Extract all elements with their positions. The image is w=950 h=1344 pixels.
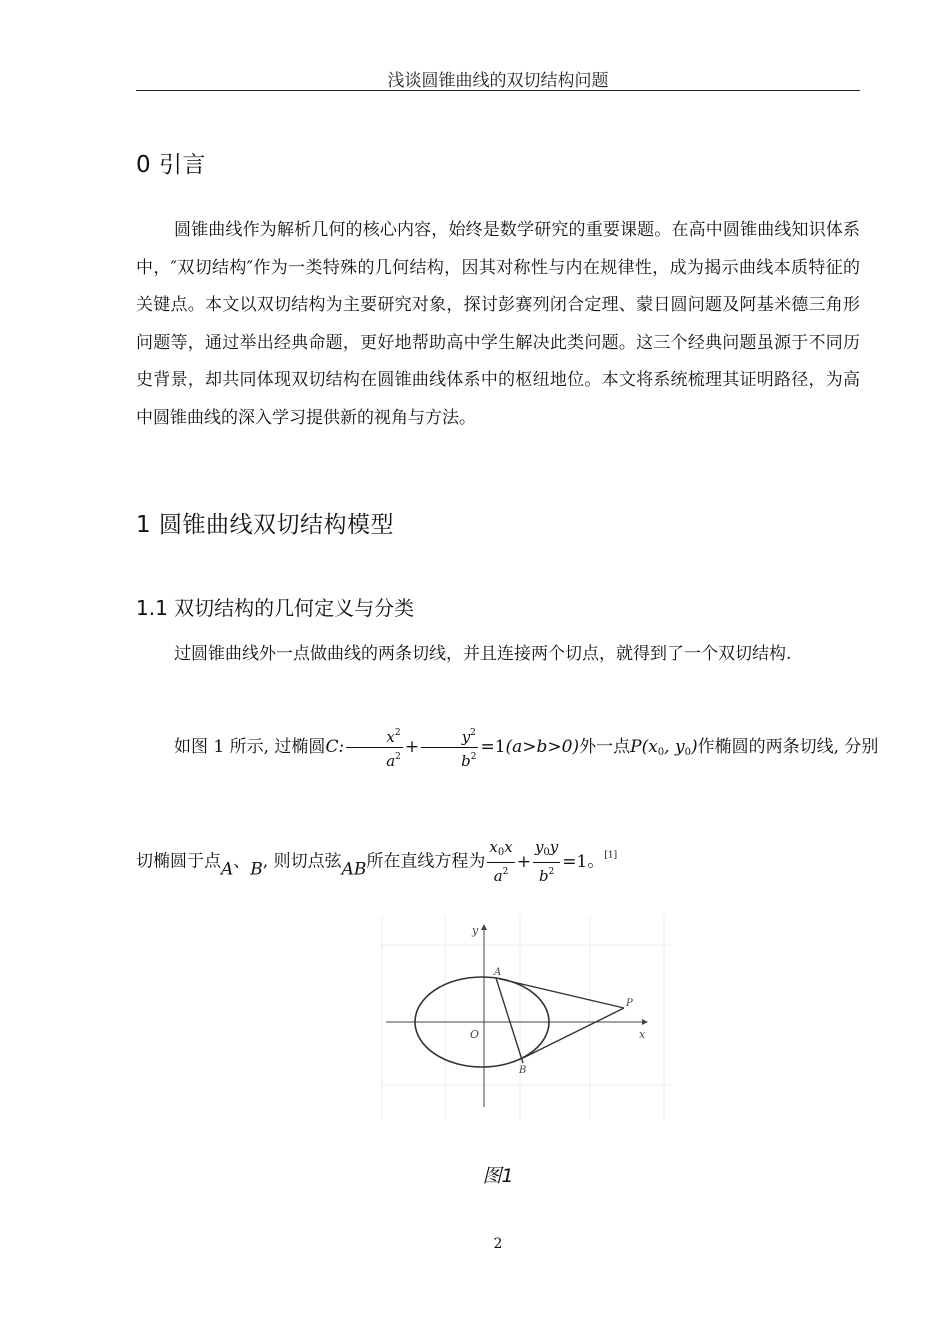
- ellipse-sentence-prefix: 如图 1 所示, 过椭圆: [174, 737, 326, 757]
- header-rule: [136, 90, 860, 91]
- section-0-heading: 0 引言: [136, 152, 206, 178]
- definition-paragraph: 过圆锥曲线外一点做曲线的两条切线，并且连接两个切点，就得到了一个双切结构.: [174, 644, 792, 664]
- ellipse-sentence-suffix: 作椭圆的两条切线, 分别: [697, 737, 879, 757]
- point-a-label: A: [221, 859, 234, 880]
- label-b: B: [519, 1065, 527, 1076]
- point-p-coordinates: $P(x_0$, $y_0$): [630, 737, 698, 758]
- label-x: x: [639, 1028, 646, 1041]
- point-b-label: B: [250, 859, 263, 880]
- page-number: 2: [493, 1236, 503, 1252]
- subsection-1-1-heading: 1.1 双切结构的几何定义与分类: [136, 596, 415, 620]
- intro-paragraph: 圆锥曲线作为解析几何的核心内容，始终是数学研究的重要课题。在高中圆锥曲线知识体系中，″双切结构″作为一类特殊的几何结构，因其对称性与内在规律性，成为揭示曲线本质特征的关键点。本文以双切结构为主要研究对象，探讨彭赛列闭合定理、蒙日圆问题及阿基米德三角形问题等，通过举出经典命题，更好地帮助高中学生解决此类问题。这三个经典问题虽源于不同历史背景，却共同体现双切结构在圆锥曲线体系中的枢纽地位。本文将系统梳理其证明路径，为高中圆锥曲线的深入学习提供新的视角与方法。: [136, 220, 860, 428]
- figure-caption: 图1: [482, 1165, 514, 1187]
- figure-1-diagram: [380, 915, 670, 1120]
- chord-sentence: [136, 838, 860, 886]
- chord-equation: $\frac{x_0x}{a^2}$ + $\frac{y_0y}{b^2}$ =1: [489, 838, 588, 885]
- ellipse-equation: C: $\frac{x^2}{a^2}$ + $\frac{y^2}{b^2}$ =1(a>b>0): [325, 737, 579, 757]
- tangent-pb: [523, 1008, 624, 1058]
- label-y: y: [472, 924, 479, 937]
- tangent-pa: [496, 978, 624, 1008]
- chord-ab-label: AB: [341, 859, 367, 880]
- chord-ab: [496, 978, 523, 1063]
- running-header: 浅谈圆锥曲线的双切结构问题: [387, 71, 609, 91]
- background-grid: [380, 915, 670, 1120]
- label-p: P: [626, 998, 633, 1009]
- chord-sentence-prefix: 切椭圆于点: [136, 851, 221, 872]
- y-axis-arrow: [481, 924, 487, 930]
- chord-sentence-mid2: 所在直线方程为: [366, 851, 486, 872]
- x-axis-arrow: [642, 1019, 648, 1025]
- ellipse-sentence-mid: 外一点: [579, 737, 631, 757]
- label-o: O: [470, 1028, 480, 1041]
- chord-sentence-end: 。: [587, 851, 605, 872]
- chord-sentence-sep: 、: [233, 851, 251, 872]
- section-1-heading: 1 圆锥曲线双切结构模型: [136, 512, 394, 538]
- label-a: A: [494, 967, 502, 978]
- ellipse-sentence: [136, 724, 879, 771]
- chord-sentence-mid: , 则切点弦: [262, 851, 342, 872]
- citation-ref: [1]: [604, 850, 618, 861]
